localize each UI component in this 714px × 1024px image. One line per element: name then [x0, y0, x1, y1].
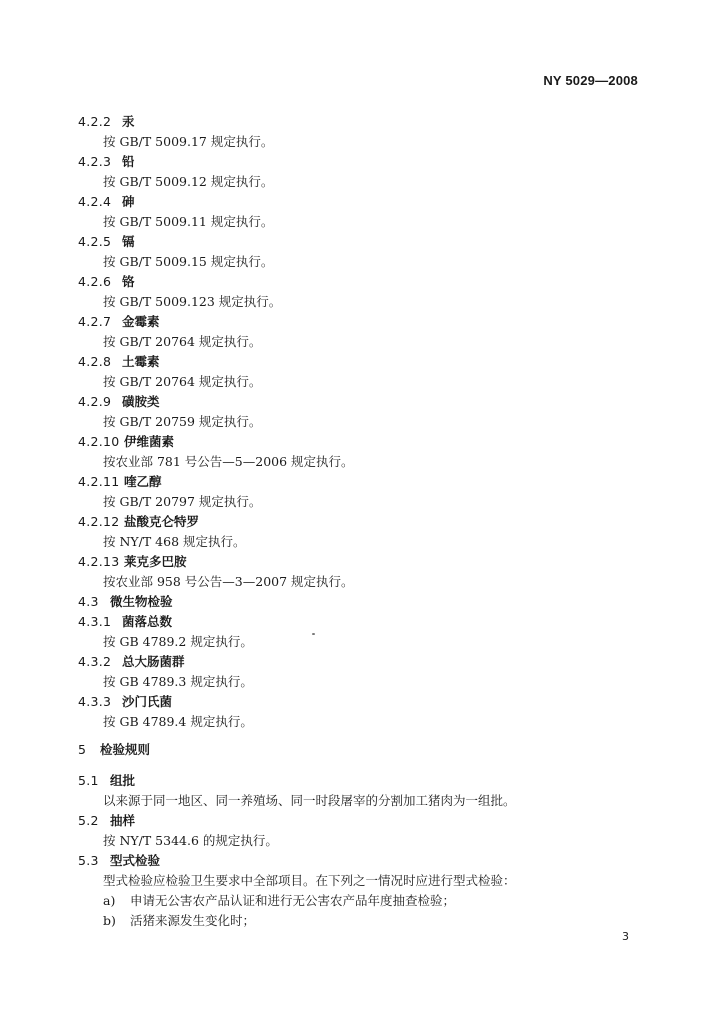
body-text: 按 GB/T 20764 规定执行。	[103, 374, 262, 389]
section-heading	[78, 813, 135, 829]
section-title: 总大肠菌群	[122, 654, 185, 669]
section-title: 菌落总数	[122, 614, 173, 629]
section-heading	[78, 614, 172, 630]
section-title: 砷	[122, 194, 135, 209]
section-number: 4.2.6	[78, 274, 112, 289]
list-item	[103, 893, 455, 909]
section-heading	[78, 314, 160, 330]
section-title: 铅	[122, 154, 135, 169]
section-number: 4.2.8	[78, 354, 112, 369]
section-title: 土霉素	[122, 354, 160, 369]
body-text: 型式检验应检验卫生要求中全部项目。在下列之一情况时应进行型式检验：	[103, 873, 516, 888]
section-heading	[78, 554, 187, 570]
section-heading	[78, 234, 135, 250]
section-number: 4.3.1	[78, 614, 112, 629]
body-text: 按农业部 958 号公告—3—2007 规定执行。	[103, 574, 354, 589]
section-number: 4.2.10	[78, 434, 120, 449]
section-title: 磺胺类	[122, 394, 160, 409]
section-heading	[78, 594, 173, 610]
section-heading	[78, 434, 174, 450]
section-heading	[78, 514, 199, 530]
section-title: 盐酸克仑特罗	[124, 514, 200, 529]
section-number: 4.2.3	[78, 154, 112, 169]
body-text: 按 GB/T 5009.15 规定执行。	[103, 254, 274, 269]
body-text: 按 GB/T 20764 规定执行。	[103, 334, 262, 349]
section-number: 4.2.7	[78, 314, 112, 329]
section-heading	[78, 474, 162, 490]
section-heading	[78, 274, 135, 290]
section-heading	[78, 154, 135, 170]
list-item-text: 申请无公害农产品认证和进行无公害农产品年度抽查检验；	[130, 893, 456, 908]
section-heading	[78, 773, 135, 789]
body-text: 按 NY/T 468 规定执行。	[103, 534, 246, 549]
section-number: 4.2.13	[78, 554, 120, 569]
section-number: 5.2	[78, 813, 99, 828]
page-number: 3	[622, 930, 629, 943]
list-marker: b)	[103, 913, 116, 928]
section-number: 5.3	[78, 853, 99, 868]
section-number: 4.2.5	[78, 234, 112, 249]
body-text: 按 GB/T 5009.123 规定执行。	[103, 294, 282, 309]
section-number: 4.3.2	[78, 654, 112, 669]
section-number: 4.3	[78, 594, 99, 609]
section-heading	[78, 114, 135, 130]
section-title: 汞	[122, 114, 135, 129]
section-title: 铬	[122, 274, 135, 289]
body-text: 按 GB 4789.4 规定执行。	[103, 714, 253, 729]
body-text: 按 GB 4789.2 规定执行。	[103, 634, 253, 649]
section-number: 4.2.2	[78, 114, 112, 129]
section-heading	[78, 354, 160, 370]
body-text: 按 GB/T 5009.12 规定执行。	[103, 174, 274, 189]
body-text: 按 NY/T 5344.6 的规定执行。	[103, 833, 278, 848]
section-title: 莱克多巴胺	[124, 554, 187, 569]
body-text: 按 GB/T 5009.11 规定执行。	[103, 214, 274, 229]
scan-speck	[312, 633, 315, 635]
section-number: 4.2.11	[78, 474, 120, 489]
section-number: 4.2.4	[78, 194, 112, 209]
section-heading	[78, 194, 135, 210]
section-title: 型式检验	[110, 853, 161, 868]
section-heading	[78, 742, 150, 758]
section-heading	[78, 394, 160, 410]
section-heading	[78, 694, 172, 710]
body-text: 按 GB/T 20759 规定执行。	[103, 414, 262, 429]
body-text: 按 GB/T 20797 规定执行。	[103, 494, 262, 509]
section-number: 4.2.12	[78, 514, 120, 529]
section-title: 金霉素	[122, 314, 160, 329]
body-text: 按 GB 4789.3 规定执行。	[103, 674, 253, 689]
section-title: 沙门氏菌	[122, 694, 173, 709]
standard-code: NY 5029—2008	[543, 73, 638, 88]
section-number: 5.1	[78, 773, 99, 788]
section-title: 伊维菌素	[124, 434, 175, 449]
section-title: 抽样	[110, 813, 136, 828]
section-title: 喹乙醇	[124, 474, 162, 489]
section-title: 镉	[122, 234, 135, 249]
body-text: 按农业部 781 号公告—5—2006 规定执行。	[103, 454, 354, 469]
list-marker: a)	[103, 893, 116, 908]
section-heading	[78, 853, 160, 869]
body-text: 以来源于同一地区、同一养殖场、同一时段屠宰的分割加工猪肉为一组批。	[103, 793, 516, 808]
list-item-text: 活猪来源发生变化时；	[130, 913, 256, 928]
section-number: 4.3.3	[78, 694, 112, 709]
section-title: 检验规则	[100, 742, 151, 757]
section-number: 5	[78, 742, 87, 757]
section-title: 组批	[110, 773, 136, 788]
section-number: 4.2.9	[78, 394, 112, 409]
section-heading	[78, 654, 185, 670]
list-item	[103, 913, 255, 929]
body-text: 按 GB/T 5009.17 规定执行。	[103, 134, 274, 149]
section-title: 微生物检验	[110, 594, 173, 609]
